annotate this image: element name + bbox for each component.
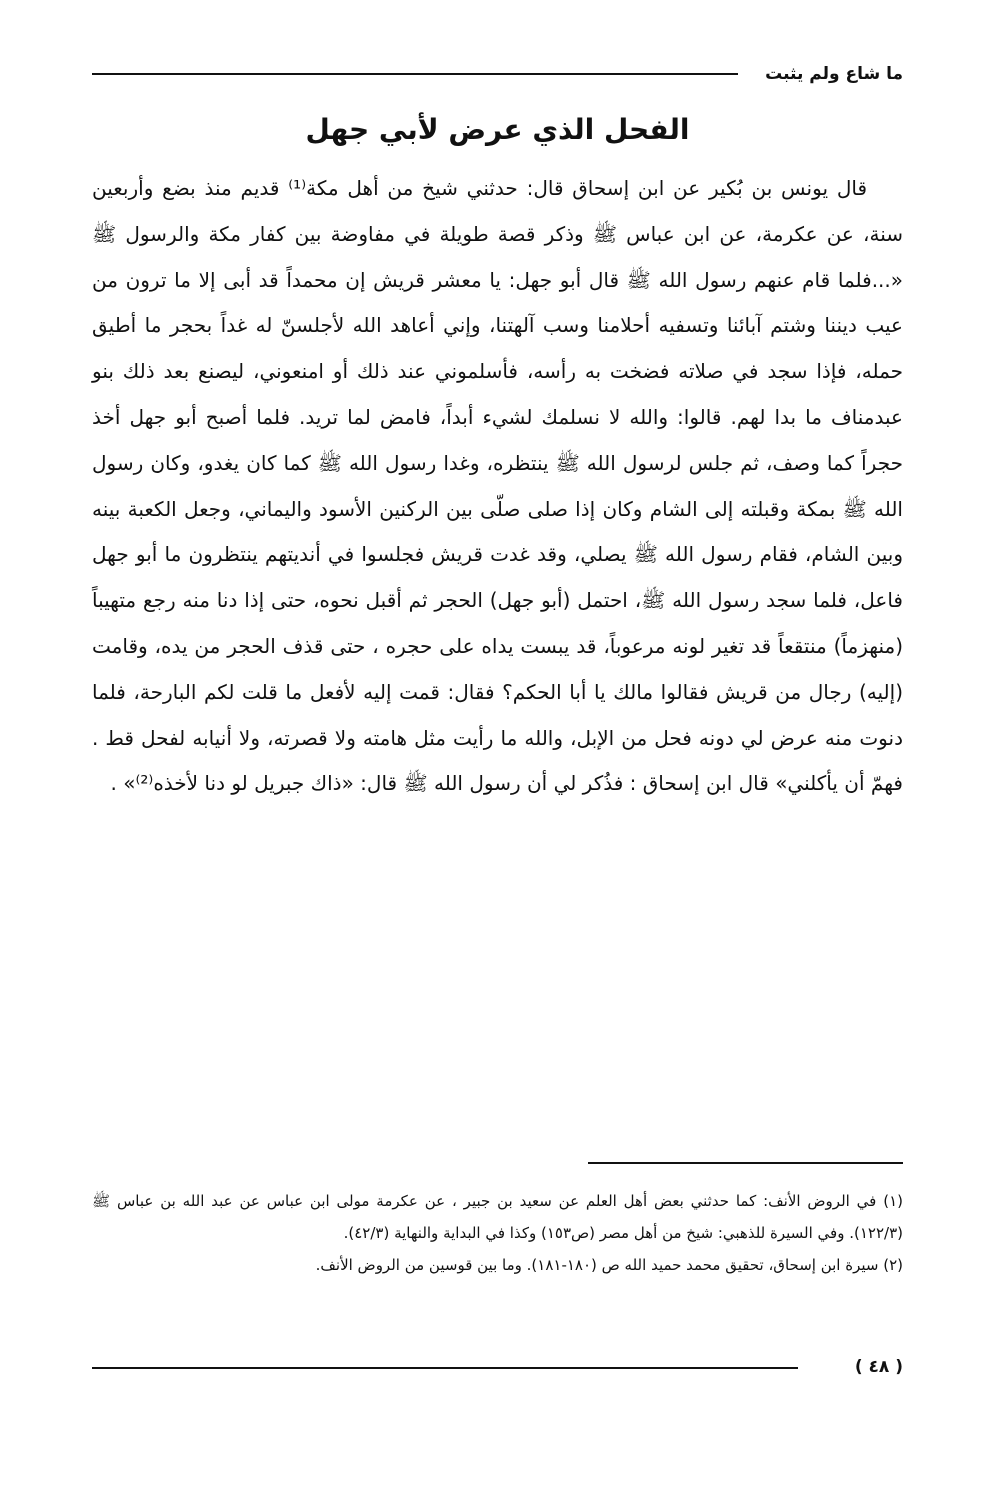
footnote-1: (١) في الروض الأنف: كما حدثني بعض أهل العلم عن سعيد بن جبير ، عن عكرمة مولى ابن عباس عن عبد الله بن عباس ﷺ (١٢٢/٣). وفي السيرة للذهبي: شيخ من أهل مصر (ص١٥٣) وكذا في البداية والنهاية (٤٢/٣). (92, 1192, 903, 1242)
body-paragraph: قال يونس بن بُكير عن ابن إسحاق قال: حدثني شيخ من أهل مكة⁽¹⁾ قديم منذ بضع وأربعين سنة، عن عكرمة، عن ابن عباس ﷺ وذكر قصة طويلة في مفاوضة بين كفار مكة والرسول ﷺ «...فلما قام عنهم رسول الله ﷺ قال أبو جهل: يا معشر قريش إن محمداً قد أبى إلا ما ترون من عيب ديننا وشتم آبائنا وتسفيه أحلامنا وسب آلهتنا، وإني أعاهد الله لأجلسنّ له غداً بحجر ما أطيق حمله، فإذا سجد في صلاته فضخت به رأسه، فأسلموني عند ذلك أو امنعوني، ليصنع بعد ذلك بنو عبدمناف ما بدا لهم. قالوا: والله لا نسلمك لشيء أبداً، فامض لما تريد. فلما أصبح أبو جهل أخذ حجراً كما وصف، ثم جلس لرسول الله ﷺ ينتظره، وغدا رسول الله ﷺ كما كان يغدو، وكان رسول الله ﷺ بمكة وقبلته إلى الشام وكان إذا صلى صلّى بين الركنين الأسود واليماني، وجعل الكعبة بينه وبين الشام، فقام رسول الله ﷺ يصلي، وقد غدت قريش فجلسوا في أنديتهم ينتظرون ما أبو جهل فاعل، فلما سجد رسول الله ﷺ، احتمل (أبو جهل) الحجر ثم أقبل نحوه، حتى إذا دنا منه رجع متهيباً (منهزماً) منتقعاً قد تغير لونه مرعوباً، قد يبست يداه على حجره ، حتى قذف الحجر من يده، وقامت (إليه) رجال من قريش فقالوا مالك يا أبا الحكم؟ فقال: قمت إليه لأفعل ما قلت لكم البارحة، فلما دنوت منه عرض لي دونه فحل من الإبل، والله ما رأيت مثل هامته ولا قصرته، ولا أنيابه لفحل قط . فهمّ أن يأكلني» قال ابن إسحاق : فذُكر لي أن رسول الله ﷺ قال: «ذاك جبريل لو دنا لأخذه⁽²⁾» . (92, 176, 903, 796)
running-title: ما شاع ولم يثبت (765, 64, 903, 84)
page-footer (92, 1354, 903, 1380)
footnote-2: (٢) سيرة ابن إسحاق، تحقيق محمد حميد الله ص (١٨٠-١٨١). وما بين قوسين من الروض الأنف. (315, 1256, 903, 1274)
footer-rule (92, 1367, 798, 1369)
footnotes (92, 1185, 903, 1281)
page-number: ( ٤٨ ) (854, 1357, 903, 1377)
header-rule (92, 73, 738, 75)
chapter-title: الفحل الذي عرض لأبي جهل (305, 113, 690, 146)
footnote-rule (588, 1162, 903, 1164)
running-header (92, 62, 903, 86)
body-text (92, 166, 903, 807)
